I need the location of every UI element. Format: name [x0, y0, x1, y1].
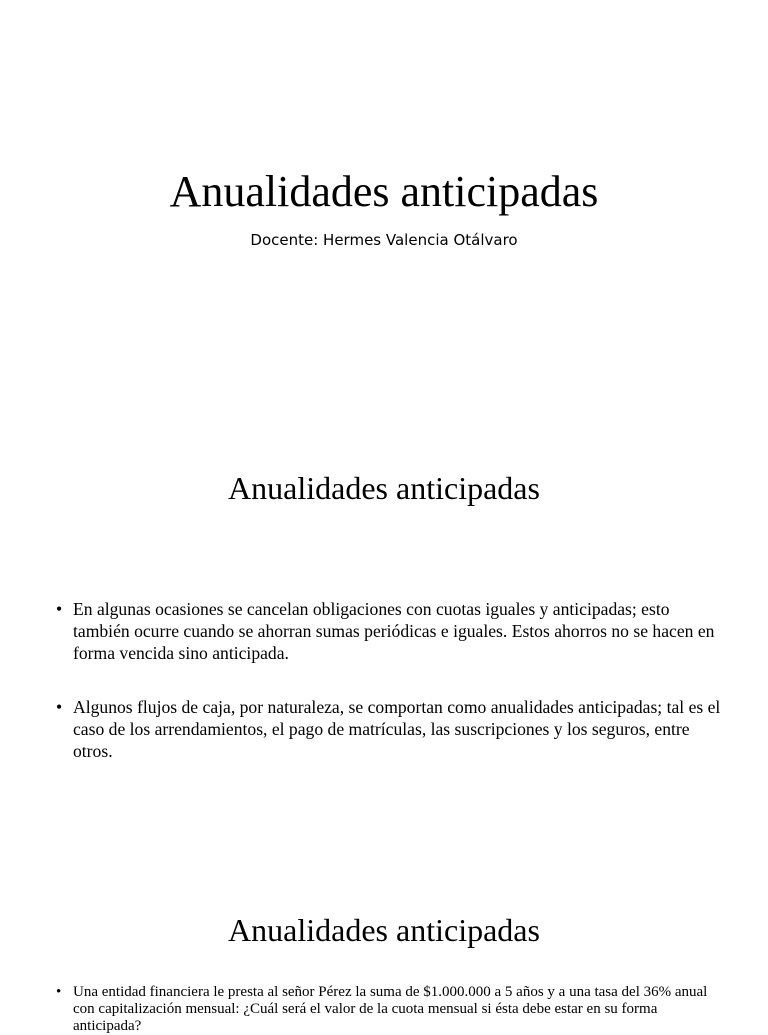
presentation-title: Anualidades anticipadas [169, 167, 599, 216]
bullet-marker: • [56, 984, 62, 1000]
bullet-marker: • [56, 697, 63, 717]
bullet-item [56, 984, 724, 1035]
bullet-marker: • [56, 599, 63, 619]
bullet-list [56, 984, 724, 1035]
bullet-text: En algunas ocasiones se cancelan obligaciones con cuotas iguales y anticipadas; esto también ocurre cuando se ahorran sumas periódicas e iguales. Estos ahorros no se hacen en forma vencida sino anticipada. [73, 599, 715, 663]
slide-title: Anualidades anticipadas [228, 470, 540, 506]
title-slide [0, 0, 768, 430]
content-slide-example [0, 860, 768, 1034]
content-slide-definition [0, 430, 768, 860]
bullet-item [56, 696, 724, 762]
slide-title: Anualidades anticipadas [228, 912, 540, 948]
bullet-text: Una entidad financiera le presta al señor Pérez la suma de $1.000.000 a 5 años y a una tasa del 36% anual con capitalización mensual: ¿Cuál será el valor de la cuota mensual si ésta debe estar en su forma anticipada? [73, 984, 708, 1034]
bullet-item [56, 598, 724, 664]
bullet-list [56, 598, 724, 794]
bullet-text: Algunos flujos de caja, por naturaleza, se comportan como anualidades anticipadas; tal es el caso de los arrendamientos, el pago de matrículas, las suscripciones y los seguros, entre otros. [73, 697, 721, 761]
presenter-subtitle: Docente: Hermes Valencia Otálvaro [250, 231, 518, 249]
